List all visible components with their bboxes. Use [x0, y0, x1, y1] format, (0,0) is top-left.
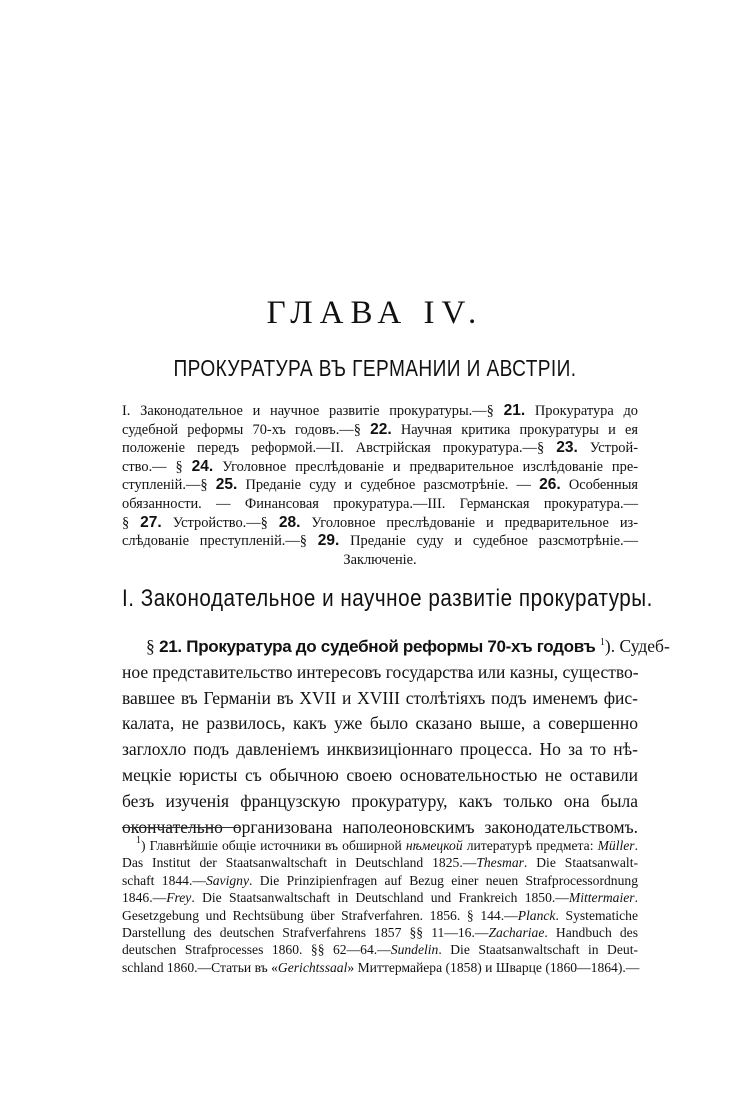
- cited-author: Planck: [517, 907, 556, 923]
- cited-author: Thesmar: [476, 855, 524, 871]
- text-run: . Systematiche: [555, 907, 638, 923]
- text-run: судебной реформы 70-хъ годовъ.—§: [122, 421, 371, 438]
- toc-line: [122, 458, 638, 477]
- toc-line: [122, 514, 638, 533]
- text-run: . Die Staatsanwalt-: [523, 855, 638, 871]
- text-run: . Handbuch des: [544, 925, 639, 941]
- section-sign: §: [146, 636, 155, 656]
- cited-author: Müller: [597, 838, 635, 853]
- text-run: Заключеніе.: [343, 551, 417, 568]
- text-run: Научная критика прокуратуры и ея: [391, 421, 638, 438]
- cited-author: Savigny: [205, 872, 249, 888]
- text-run: Прокуратура до: [525, 403, 638, 419]
- text-line: ное представительство интересовъ государства или казны, существо-: [122, 661, 639, 682]
- chapter-subtitle: ПРОКУРАТУРА ВЪ ГЕРМАНИИ И АВСТРІИ.: [173, 355, 577, 381]
- text-line: ). Судеб-: [604, 636, 670, 656]
- text-run: ступленій.—§: [122, 477, 216, 494]
- body-paragraph: [122, 634, 670, 840]
- cited-author: нѣмецкой: [405, 838, 463, 853]
- text-line: калата, не развилось, какъ уже было сказано выше, а совершенно: [122, 713, 638, 734]
- text-run: Особенныя: [560, 477, 638, 494]
- text-run: .: [634, 838, 638, 853]
- text-run: » Миттермайера (1858) и Шварце (1860—1864).—: [347, 959, 640, 975]
- text-run: §: [122, 514, 141, 531]
- section-number: 27.: [140, 513, 162, 531]
- text-run: Das Institut der Staatsanwaltschaft in Deutschland 1825.—: [122, 855, 477, 871]
- text-line: окончательно организована наполеоновскимъ законодательствомъ.: [122, 816, 638, 837]
- footnote-marker: 1: [136, 835, 141, 846]
- cited-author: Gerichtssaal: [277, 959, 348, 975]
- text-run: . Die Staatsanwaltschaft in Deutschland und Frankreich 1850.—: [191, 890, 569, 906]
- paragraph-first-line: [122, 634, 670, 660]
- section-number: 22.: [370, 420, 392, 438]
- section-number: 21.: [503, 402, 526, 419]
- cited-author: Sundelin: [390, 942, 439, 958]
- chapter-contents-summary: [122, 402, 638, 569]
- section-number: 24.: [191, 457, 214, 475]
- section-number: 29.: [317, 532, 340, 550]
- footnote-line: [122, 854, 638, 871]
- text-line: безъ изученія французскую прокуратуру, какъ только она была: [122, 790, 638, 811]
- footnote-line: [122, 941, 638, 958]
- toc-line: [122, 551, 638, 570]
- cited-author: Frey: [166, 890, 192, 906]
- section-heading: I. Законодательное и научное развитіе прокуратуры.: [122, 585, 653, 612]
- toc-line: [122, 402, 638, 421]
- text-run: . Die Staatsanwaltschaft in Deut-: [438, 942, 638, 958]
- cited-author: Zachariae: [488, 925, 545, 941]
- paragraph-heading: 21. Прокуратура до судебной реформы 70-хъ годовъ: [159, 637, 596, 656]
- toc-line: [122, 476, 638, 495]
- text-run: ) Главнѣйшіе общіе источники въ обширной: [141, 838, 406, 853]
- footnote-line: [122, 907, 638, 924]
- footnote-line: [122, 959, 638, 976]
- text-run: deutschen Strafprocesses 1860. §§ 62—64.—: [122, 942, 391, 958]
- footnote: [122, 837, 638, 976]
- section-number: 26.: [539, 476, 561, 494]
- section-number: 23.: [556, 439, 578, 457]
- text-run: Уголовное преслѣдованіе и предварительное изслѣдованіе пре-: [213, 458, 639, 475]
- section-number: 25.: [215, 476, 238, 494]
- toc-line: [122, 495, 638, 514]
- text-run: . Die Prinzipienfragen auf Bezug einer neuen Strafprocessordnung: [249, 872, 638, 888]
- text-run: 1846.—: [122, 890, 167, 906]
- text-run: .: [634, 890, 638, 906]
- text-run: Преданіе суду и судебное разсмотрѣніе. —: [237, 477, 540, 494]
- footnote-line: [122, 872, 638, 889]
- text-run: литературѣ предмета:: [462, 838, 598, 853]
- text-run: schaft 1844.—: [122, 872, 206, 888]
- text-run: schland 1860.—Статьи въ «: [122, 959, 278, 975]
- section-number: 28.: [278, 513, 301, 531]
- text-run: ство.— §: [122, 458, 192, 475]
- text-run: Darstellung des deutschen Strafverfahrens 1857 §§ 11—16.—: [122, 925, 489, 941]
- text-run: Преданіе суду и судебное разсмотрѣніе.—: [339, 533, 638, 550]
- footnote-divider: [122, 827, 240, 828]
- chapter-title: ГЛАВА IV.: [266, 295, 484, 331]
- text-run: Уголовное преслѣдованіе и предварительное из-: [300, 514, 639, 531]
- text-run: Gesetzgebung und Rechtsübung über Strafverfahren. 1856. § 144.—: [122, 907, 518, 923]
- footnote-line: [122, 837, 638, 854]
- text-run: слѣдованіе преступленій.—§: [122, 533, 318, 550]
- cited-author: Mittermaier: [568, 890, 635, 906]
- toc-line: [122, 421, 638, 440]
- footnote-reference[interactable]: 1: [599, 637, 605, 648]
- text-line: вавшее въ Германіи въ XVII и XVIII столѣтіяхъ подъ именемъ фис-: [122, 687, 638, 708]
- text-run: Устрой-: [577, 440, 639, 457]
- text-line: мецкіе юристы съ обычною своею основательностью не оставили: [122, 764, 638, 785]
- toc-line: [122, 439, 638, 458]
- toc-line: [122, 532, 638, 551]
- text-run: положеніе передъ реформой.—II. Австрійская прокуратура.—§: [122, 440, 557, 457]
- footnote-line: [122, 924, 638, 941]
- text-run: Устройство.—§: [161, 514, 279, 531]
- text-line: заглохло подъ давленіемъ инквизиціоннаго процесса. Но за то нѣ-: [122, 739, 638, 760]
- text-run: обязанности. — Финансовая прокуратура.—III. Германская прокуратура.—: [122, 495, 638, 512]
- text-run: I. Законодательное и научное развитіе прокуратуры.—§: [122, 403, 504, 419]
- footnote-line: [122, 889, 638, 906]
